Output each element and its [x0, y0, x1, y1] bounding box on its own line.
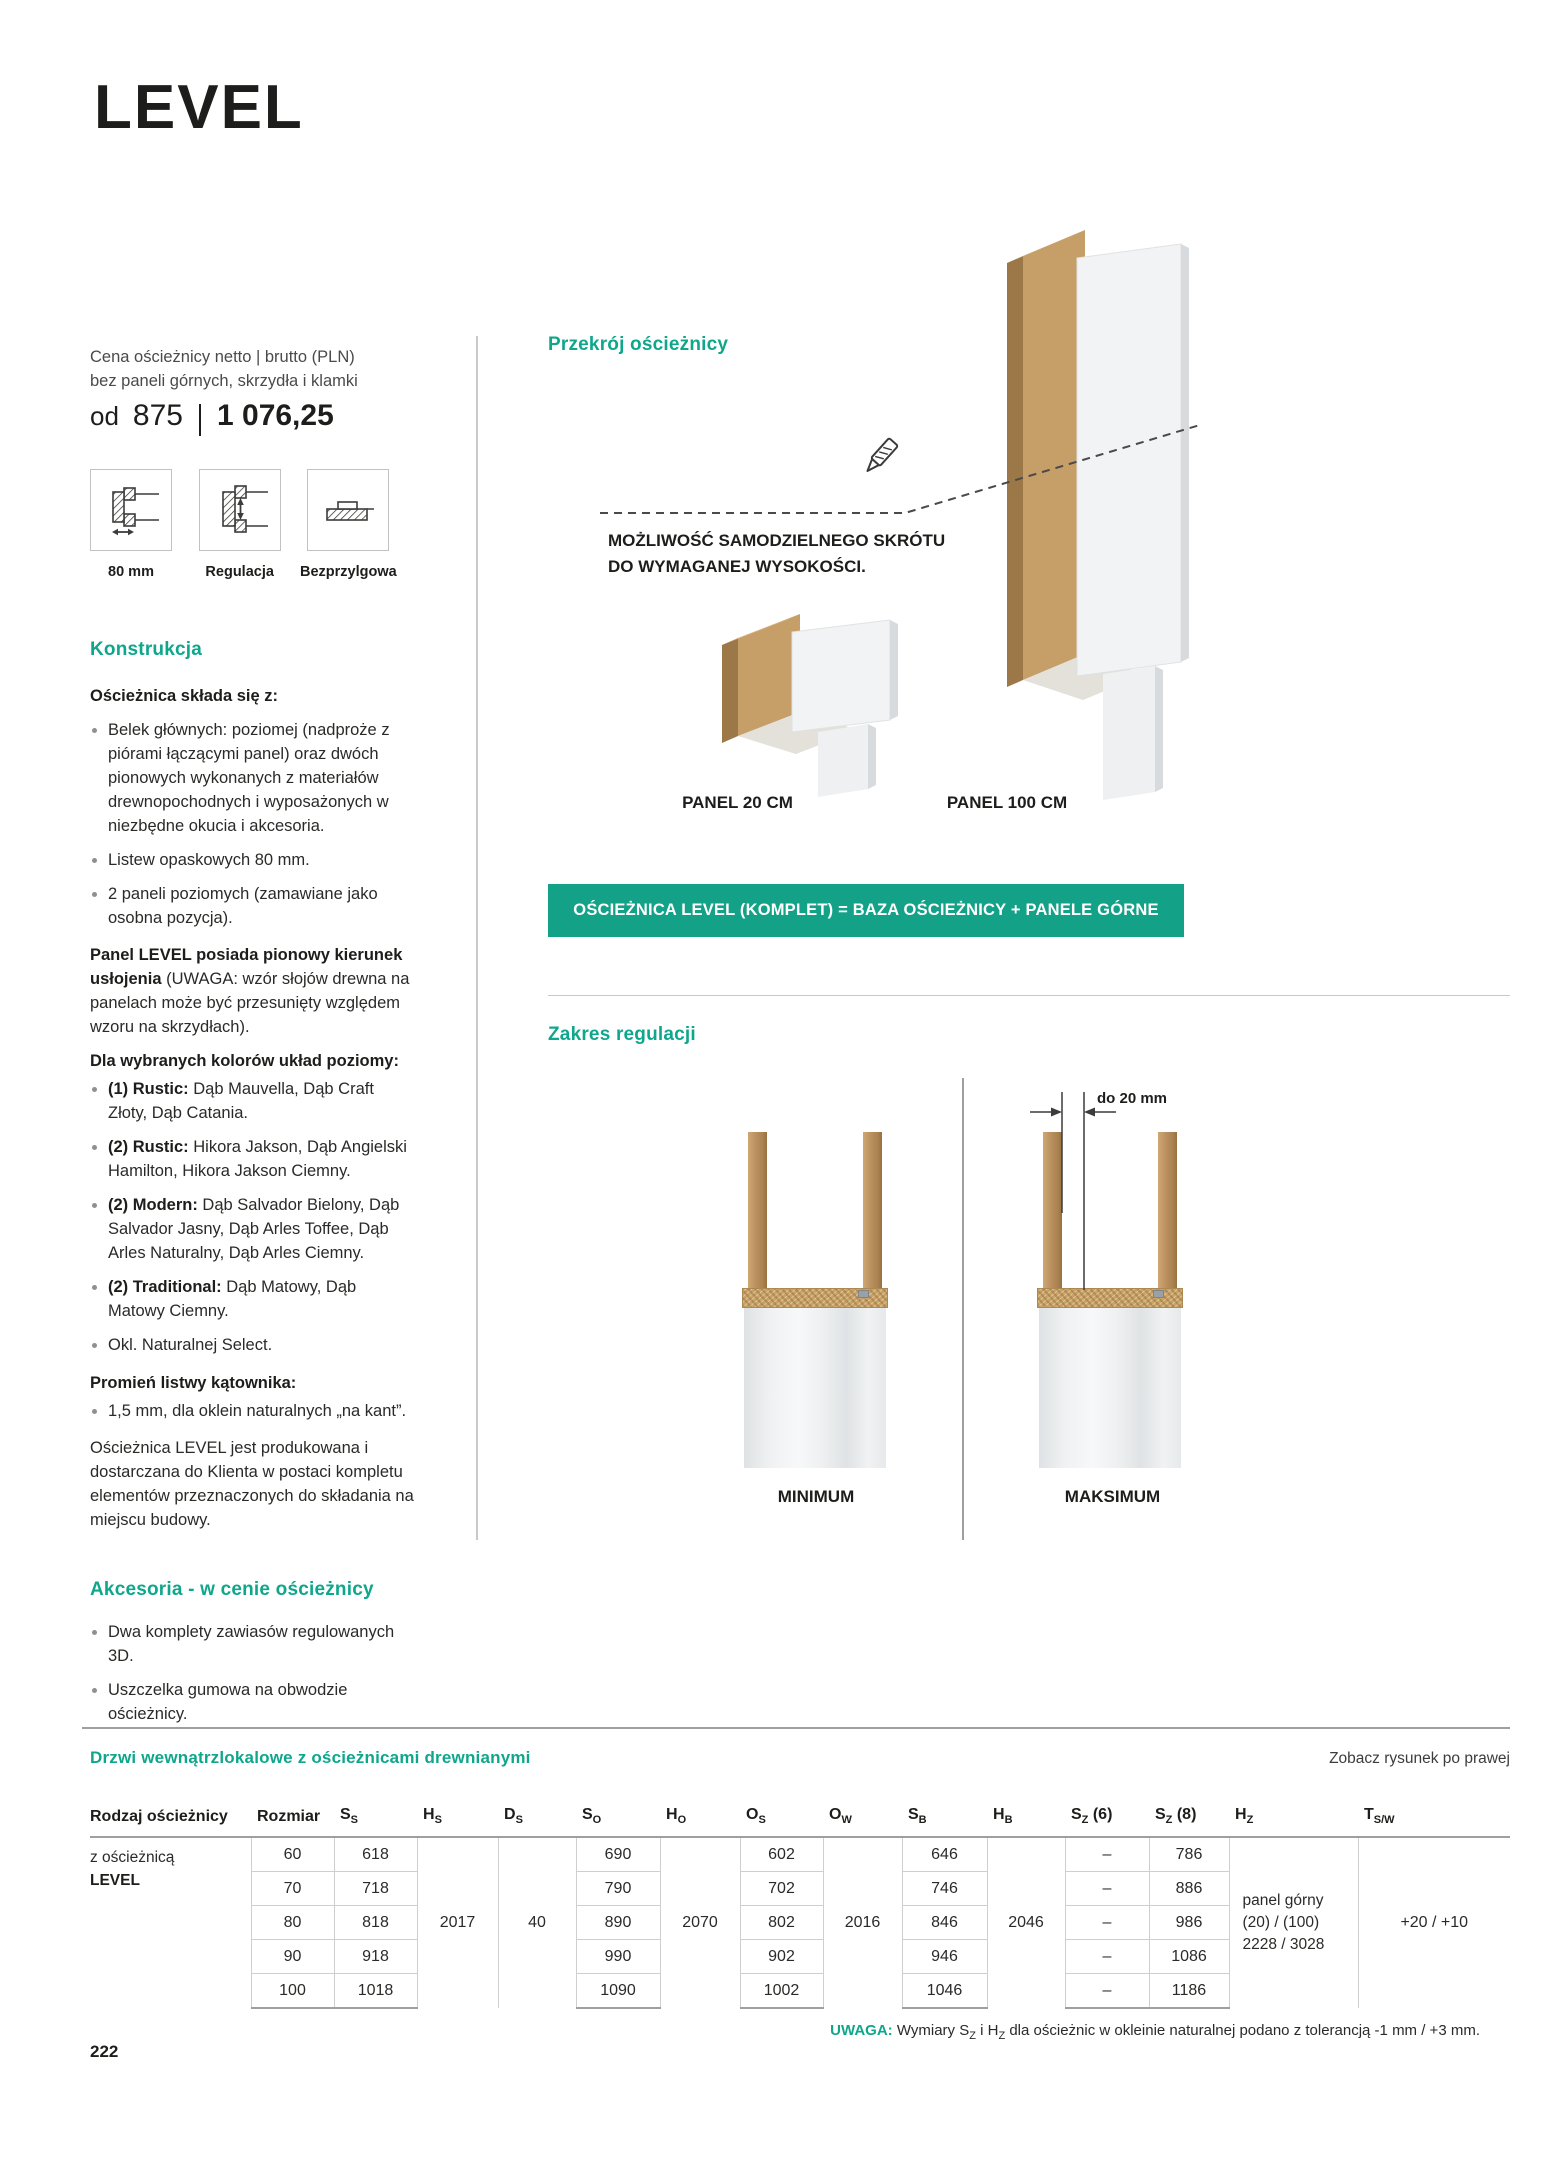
- kolor-item: Okl. Naturalnej Select.: [90, 1333, 416, 1357]
- akcesoria-bullet: Dwa komplety zawiasów regulowanych 3D.: [90, 1620, 416, 1668]
- przekroj-heading: Przekrój ościeżnicy: [548, 334, 729, 355]
- panel20-drawing: [700, 592, 910, 797]
- cell-sz8: 1086: [1149, 1940, 1229, 1974]
- cut-note-line1: MOŻLIWOŚĆ SAMODZIELNEGO SKRÓTU: [608, 531, 946, 550]
- minimum-label: MINIMUM: [777, 1487, 855, 1506]
- komplet-banner: OŚCIEŻNICA LEVEL (KOMPLET) = BAZA OŚCIEŻNICY + PANELE GÓRNE: [548, 884, 1184, 937]
- table-row: [90, 1837, 1510, 1872]
- flush-door-icon: [317, 479, 379, 541]
- cell-ss: 718: [334, 1872, 417, 1906]
- cut-note: [608, 528, 945, 580]
- cell-sz6: –: [1065, 1974, 1149, 2009]
- left-column: [90, 345, 416, 1726]
- kolor-item-text: Hikora Jakson, Dąb Angielski Hamilton, Hikora Jakson Ciemny.: [108, 1138, 407, 1180]
- cell-rozmiar: 60: [251, 1837, 334, 1872]
- price-netto: 875: [132, 399, 183, 432]
- cut-note-line2: DO WYMAGANEJ WYSOKOŚCI.: [608, 557, 866, 576]
- hinge-detail: [858, 1290, 869, 1298]
- knife-icon: [863, 438, 898, 475]
- price-intro: [90, 345, 416, 393]
- badge-regulacja-label: Regulacja: [205, 564, 274, 580]
- column-divider: [476, 336, 478, 1540]
- promien-lead: Promień listwy kątownika:: [90, 1374, 297, 1392]
- cell-os: 1002: [740, 1974, 823, 2009]
- col-header: $S_Z$ (6): [1065, 1806, 1149, 1837]
- cell-sz8: 786: [1149, 1837, 1229, 1872]
- col-header: $O_S$: [740, 1806, 823, 1837]
- section-rule: [548, 995, 1510, 996]
- cell-sz8: 1186: [1149, 1974, 1229, 2009]
- kolor-item: [90, 1275, 416, 1323]
- table-heading: Drzwi wewnątrzlokalowe z ościeżnicami drewnianymi: [90, 1748, 531, 1767]
- cell-sz6: –: [1065, 1837, 1149, 1872]
- col-header: Rozmiar: [251, 1806, 334, 1837]
- table-header-row: [90, 1806, 1510, 1837]
- col-header: $H_Z$: [1229, 1806, 1358, 1837]
- hinge-detail: [1153, 1290, 1164, 1298]
- cell-ds: 40: [498, 1837, 576, 2008]
- col-header: $T_{S/W}$: [1358, 1806, 1510, 1837]
- cell-so: 990: [576, 1940, 660, 1974]
- col-header: $O_W$: [823, 1806, 902, 1837]
- zakres-heading: Zakres regulacji: [548, 1024, 696, 1045]
- cell-hz: panel górny (20) / (100) 2228 / 3028: [1229, 1837, 1358, 2008]
- badge-80mm-label: 80 mm: [108, 564, 154, 580]
- cell-tsw: +20 / +10: [1358, 1837, 1510, 2008]
- white-jamb: [1039, 1308, 1181, 1468]
- konstrukcja-bullet: Belek głównych: poziomej (nadproże z piórami łączącymi panel) oraz dwóch pionowych wykonanych z materiałów drewnopochodnych i wyposażonych w niezbędne okucia i akcesoria.: [90, 718, 416, 838]
- tolerance-note: UWAGA: Wymiary $S_Z$ i $H_Z$ dla ościeżnic w okleinie naturalnej podano z tolerancją -1 mm / +3 mm.: [830, 2022, 1480, 2042]
- kolor-item: [90, 1077, 416, 1125]
- tolerance-note-label: UWAGA:: [830, 2022, 893, 2039]
- col-header: $H_B$: [987, 1806, 1065, 1837]
- col-header: $S_O$: [576, 1806, 660, 1837]
- cell-rozmiar: 90: [251, 1940, 334, 1974]
- badge-regulacja-box: [199, 469, 281, 551]
- panel-paragraph-bold: Panel LEVEL posiada pionowy kierunek usłojenia: [90, 946, 403, 988]
- cell-sb: 746: [902, 1872, 987, 1906]
- cell-rozmiar: 80: [251, 1906, 334, 1940]
- minimum-diagram: [742, 1132, 888, 1468]
- wood-strip: [1158, 1132, 1177, 1288]
- maksimum-label: MAKSIMUM: [1064, 1487, 1161, 1506]
- cell-sb: 846: [902, 1906, 987, 1940]
- col-header: $S_B$: [902, 1806, 987, 1837]
- cell-ss: 1018: [334, 1974, 417, 2009]
- kolor-item-label: (1) Rustic:: [108, 1080, 189, 1098]
- wood-strip: [748, 1132, 767, 1288]
- feature-badges: [90, 469, 416, 584]
- col-header: $S_S$: [334, 1806, 417, 1837]
- frame-type-cell: z ościeżnicą LEVEL: [90, 1837, 251, 2008]
- konstrukcja-heading: Konstrukcja: [90, 639, 203, 660]
- col-header: $H_O$: [660, 1806, 740, 1837]
- minmax-divider: [962, 1078, 964, 1540]
- maksimum-diagram: [1037, 1132, 1183, 1468]
- badge-80mm: [90, 469, 199, 584]
- col-header: $H_S$: [417, 1806, 498, 1837]
- cell-hb: 2046: [987, 1837, 1065, 2008]
- dimension-label: do 20 mm: [1097, 1090, 1168, 1107]
- cell-sb: 646: [902, 1837, 987, 1872]
- cell-sz8: 986: [1149, 1906, 1229, 1940]
- panel100-drawing: [985, 222, 1200, 802]
- cell-sz6: –: [1065, 1872, 1149, 1906]
- cell-so: 890: [576, 1906, 660, 1940]
- panel-paragraph: [90, 943, 416, 1039]
- badge-regulacja: [199, 469, 308, 584]
- kolor-item-label: (2) Traditional:: [108, 1278, 222, 1296]
- cell-hs: 2017: [417, 1837, 498, 2008]
- page-title: LEVEL: [94, 73, 304, 142]
- table-section-rule: [82, 1727, 1510, 1729]
- cell-ss: 918: [334, 1940, 417, 1974]
- kolor-item-label: (2) Rustic:: [108, 1138, 189, 1156]
- frame-width-icon: [100, 479, 162, 541]
- cell-ho: 2070: [660, 1837, 740, 2008]
- cell-sb: 1046: [902, 1974, 987, 2009]
- akcesoria-bullet: Uszczelka gumowa na obwodzie ościeżnicy.: [90, 1678, 416, 1726]
- col-header: $S_Z$ (8): [1149, 1806, 1229, 1837]
- cell-os: 702: [740, 1872, 823, 1906]
- page-number: 222: [90, 2042, 119, 2061]
- col-header: Rodzaj ościeżnicy: [90, 1806, 251, 1837]
- cell-os: 802: [740, 1906, 823, 1940]
- kolor-item: [90, 1135, 416, 1183]
- konstrukcja-bullet: Listew opaskowych 80 mm.: [90, 848, 416, 872]
- konstrukcja-bullet: 2 paneli poziomych (zamawiane jako osobna pozycja).: [90, 882, 416, 930]
- kolor-item-text: Dąb Matowy, Dąb Matowy Ciemny.: [108, 1278, 357, 1320]
- badge-bezprzylgowa-box: [307, 469, 389, 551]
- cell-os: 902: [740, 1940, 823, 1974]
- konstrukcja-lead: Ościeżnica składa się z:: [90, 687, 279, 705]
- dimensions-table: [90, 1806, 1510, 2009]
- kolor-item: [90, 1193, 416, 1265]
- price-intro-line2: bez paneli górnych, skrzydła i klamki: [90, 372, 358, 390]
- badge-80mm-box: [90, 469, 172, 551]
- akcesoria-heading: Akcesoria - w cenie ościeżnicy: [90, 1579, 374, 1600]
- cell-sz6: –: [1065, 1940, 1149, 1974]
- cell-os: 602: [740, 1837, 823, 1872]
- price-intro-line1: Cena ościeżnicy netto | brutto (PLN): [90, 348, 355, 366]
- cell-rozmiar: 70: [251, 1872, 334, 1906]
- cell-so: 1090: [576, 1974, 660, 2009]
- cell-ss: 618: [334, 1837, 417, 1872]
- panel-paragraph-rest: (UWAGA: wzór słojów drewna na panelach może być przesunięty względem wzoru na skrzydłach).: [90, 970, 410, 1036]
- panel100-label: PANEL 100 CM: [946, 793, 1068, 812]
- see-drawing-note: Zobacz rysunek po prawej: [1329, 1750, 1510, 1767]
- panel20-label: PANEL 20 CM: [682, 793, 793, 812]
- white-jamb: [744, 1308, 886, 1468]
- cell-so: 790: [576, 1872, 660, 1906]
- cell-ow: 2016: [823, 1837, 902, 2008]
- cell-rozmiar: 100: [251, 1974, 334, 2009]
- cell-sb: 946: [902, 1940, 987, 1974]
- promien-bullet: 1,5 mm, dla oklein naturalnych „na kant”.: [90, 1399, 416, 1423]
- cell-sz8: 886: [1149, 1872, 1229, 1906]
- price-row: [90, 399, 416, 436]
- price-brutto: 1 076,25: [216, 399, 334, 432]
- price-separator: [199, 404, 201, 436]
- price-od-label: od: [90, 401, 119, 431]
- kolor-item-text: Dąb Salvador Bielony, Dąb Salvador Jasny, Dąb Arles Toffee, Dąb Arles Naturalny, Dąb Arles Ciemny.: [108, 1196, 400, 1262]
- badge-bezprzylgowa: [300, 469, 416, 584]
- cell-so: 690: [576, 1837, 660, 1872]
- wood-strip: [863, 1132, 882, 1288]
- cell-sz6: –: [1065, 1906, 1149, 1940]
- kolory-lead: Dla wybranych kolorów układ poziomy:: [90, 1052, 399, 1070]
- frame-adjust-icon: [209, 479, 271, 541]
- cell-ss: 818: [334, 1906, 417, 1940]
- badge-bezprzylgowa-label: Bezprzylgowa: [300, 564, 397, 580]
- kolor-item-text: Dąb Mauvella, Dąb Craft Złoty, Dąb Catania.: [108, 1080, 374, 1122]
- konstrukcja-outro: Ościeżnica LEVEL jest produkowana i dostarczana do Klienta w postaci kompletu elementów przeznaczonych do składania na miejscu budowy.: [90, 1439, 414, 1529]
- kolor-item-label: (2) Modern:: [108, 1196, 198, 1214]
- wood-strip: [1043, 1132, 1062, 1288]
- col-header: $D_S$: [498, 1806, 576, 1837]
